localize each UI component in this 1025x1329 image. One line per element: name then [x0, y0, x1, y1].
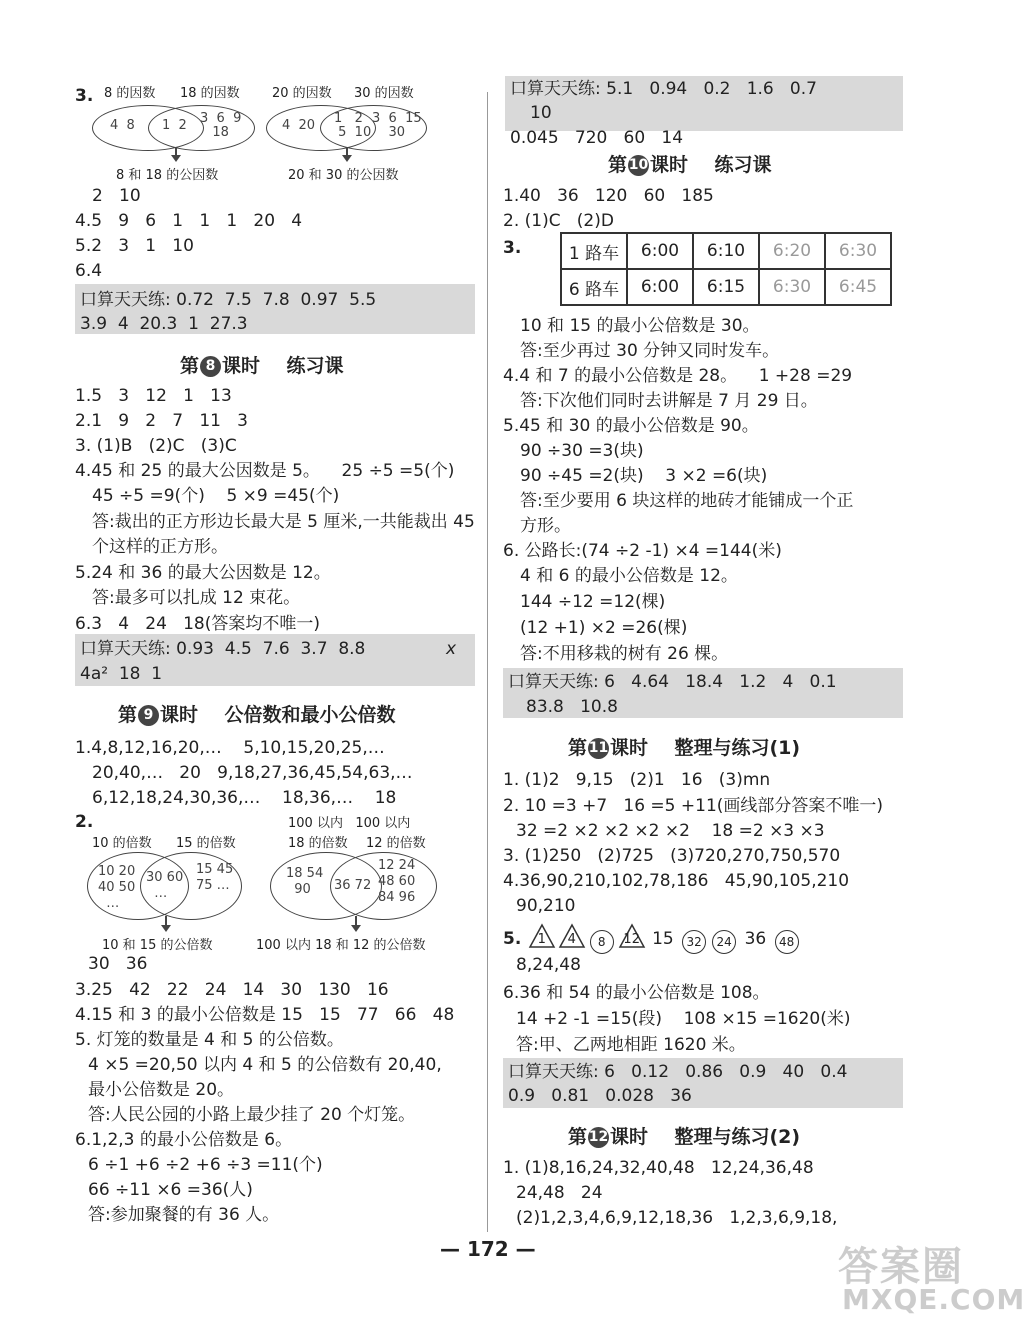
lesson9-q5-line4: 答:人民公园的小路上最少挂了 20 个灯笼。 [88, 1105, 416, 1125]
lesson10-q2: 2. (1)C (2)D [503, 211, 614, 231]
lesson10-q4-line2: 答:下次他们同时去讲解是 7 月 29 日。 [520, 391, 818, 411]
lesson10-q3-line1: 10 和 15 的最小公倍数是 30。 [520, 316, 760, 336]
oral-practice-0-a: 口算天天练: 5.1 0.94 0.2 1.6 0.7 [510, 79, 817, 99]
venn3-arrow [165, 916, 167, 930]
lesson9-q6-line2: 6 ÷1 +6 ÷2 +6 ÷3 =11(个) [88, 1155, 323, 1175]
lesson11-q3: 3. (1)250 (2)725 (3)720,270,750,570 [503, 846, 841, 866]
lesson12-q1-line2: 24,48 24 [516, 1183, 603, 1203]
oral-practice-1-b: 3.9 4 20.3 1 27.3 [80, 314, 248, 334]
lesson12-q1-line3: (2)1,2,3,4,6,9,12,18,36 1,2,3,6,9,18, [516, 1208, 838, 1228]
lesson-10-pre: 第 [608, 154, 628, 176]
lesson-8-title: 课时 练习课 [222, 355, 344, 377]
lesson11-q5 [503, 924, 802, 954]
lesson10-q5-line3: 90 ÷45 =2(块) 3 ×2 =6(块) [520, 466, 768, 486]
venn1-under: 8 和 18 的公因数 [116, 168, 219, 183]
lesson-8-number: 8 [200, 356, 221, 377]
lesson-9-title: 课时 公倍数和最小公倍数 [160, 704, 396, 726]
lesson-8-pre: 第 [180, 355, 200, 377]
lesson9-q5-line3: 最小公倍数是 20。 [88, 1080, 235, 1100]
lesson10-q5-line1: 5.45 和 30 的最小公倍数是 90。 [503, 416, 759, 436]
lesson9-q1-line3: 6,12,18,24,30,36,… 18,36,… 18 [92, 788, 397, 808]
lesson10-q5-line2: 90 ÷30 =3(块) [520, 441, 644, 461]
q3-label: 3. [75, 86, 94, 106]
venn2-label-a: 20 的因数 [272, 86, 332, 101]
venn1-a-values: 4 8 [110, 118, 135, 133]
lesson9-q5-line2: 4 ×5 =20,50 以内 4 和 5 的公倍数有 20,40, [88, 1055, 442, 1075]
venn2-arrow [346, 148, 348, 160]
venn1-label-a: 8 的因数 [104, 86, 156, 101]
lesson10-q3-line2: 答:至少再过 30 分钟又同时发车。 [520, 341, 780, 361]
lesson12-q1-line1: 1. (1)8,16,24,32,40,48 12,24,36,48 [503, 1158, 814, 1178]
plain-value: 15 [652, 929, 674, 949]
lesson9-q6-line3: 66 ÷11 ×6 =36(人) [88, 1180, 253, 1200]
lesson-11-heading [568, 733, 800, 760]
lesson9-q6-line4: 答:参加聚餐的有 36 人。 [88, 1205, 280, 1225]
lesson-11-number: 11 [588, 738, 609, 759]
lesson-12-heading [568, 1122, 800, 1149]
venn4-label-a: 18 的倍数 [288, 836, 348, 851]
lesson10-q5-line4: 答:至少要用 6 块这样的地砖才能铺成一个正 [520, 491, 854, 511]
lesson-8-heading [180, 351, 343, 378]
triangle-shape [559, 924, 585, 948]
lesson8-q4-line4: 个这样的正方形。 [92, 537, 228, 557]
table-cell: 6:45 [825, 269, 891, 305]
answer-5: 5.2 3 1 10 [75, 236, 194, 256]
lesson11-q5-line2: 8,24,48 [516, 955, 581, 975]
lesson8-q4-line2: 45 ÷5 =9(个) 5 ×9 =45(个) [92, 486, 340, 506]
lesson-11-pre: 第 [568, 737, 588, 759]
lesson10-q5-line5: 方形。 [520, 516, 571, 536]
lesson11-q4-line1: 4.36,90,210,102,78,186 45,90,105,210 [503, 871, 850, 891]
lesson-10-heading [608, 150, 771, 177]
lesson-9-heading [118, 700, 395, 727]
oral-practice-3-b: 83.8 10.8 [526, 697, 618, 717]
triangle-shape [619, 924, 645, 948]
lesson9-q5-line1: 5. 灯笼的数量是 4 和 5 的公倍数。 [75, 1030, 344, 1050]
table-cell: 1 路车 [561, 233, 627, 269]
triangle-value: 1 [537, 932, 546, 947]
answer-6: 6.4 [75, 261, 103, 281]
lesson8-q2: 2.1 9 2 7 11 3 [75, 411, 248, 431]
venn4-under: 100 以内 18 和 12 的公倍数 [256, 938, 426, 953]
lesson9-q1-line2: 20,40,… 20 9,18,27,36,45,54,63,… [92, 763, 413, 783]
venn2-label-b: 30 的因数 [354, 86, 414, 101]
page-number: — 172 — [440, 1237, 536, 1261]
oral-practice-0-b: 10 [530, 103, 552, 123]
table-cell: 6:20 [759, 233, 825, 269]
oral-practice-0-c: 0.045 720 60 14 [510, 128, 684, 148]
table-cell: 6:00 [627, 269, 693, 305]
lesson11-q2-line1: 2. 10 =3 +7 16 =5 +11(画线部分答案不唯一) [503, 796, 884, 816]
oral-practice-2-x: x [446, 639, 457, 659]
lesson9-q3: 3.25 42 22 24 14 30 130 16 [75, 980, 389, 1000]
lesson11-q2-line2: 32 =2 ×2 ×2 ×2 ×2 18 =2 ×3 ×3 [516, 821, 825, 841]
venn1-mid-values: 1 2 [162, 118, 187, 133]
table-cell: 6:00 [627, 233, 693, 269]
venn1-label-b: 18 的因数 [180, 86, 240, 101]
oral-practice-4-b: 0.9 0.81 0.028 36 [508, 1086, 692, 1106]
oral-practice-2-a: 口算天天练: 0.93 4.5 7.6 3.7 8.8 [80, 639, 366, 659]
venn3-label-b: 15 的倍数 [176, 836, 236, 851]
answer-4: 4.5 9 6 1 1 1 20 4 [75, 211, 303, 231]
lesson10-q4-line1: 4.4 和 7 的最小公倍数是 28。 1 +28 =29 [503, 366, 853, 386]
venn4-arrow [355, 916, 357, 930]
circle-shape: 8 [590, 930, 614, 954]
table-cell: 6:30 [759, 269, 825, 305]
lesson-10-title: 课时 练习课 [650, 154, 772, 176]
lesson8-q4-line1: 4.45 和 25 的最大公因数是 5。 25 ÷5 =5(个) [75, 461, 455, 481]
lesson9-q2-label: 2. [75, 812, 94, 832]
table-cell: 6:10 [693, 233, 759, 269]
circle-shape: 24 [712, 930, 736, 954]
lesson11-q4-line2: 90,210 [516, 896, 576, 916]
lesson8-q6: 6.3 4 24 18(答案均不唯一) [75, 614, 321, 634]
oral-practice-3-a: 口算天天练: 6 4.64 18.4 1.2 4 0.1 [508, 672, 837, 692]
lesson-9-pre: 第 [118, 704, 138, 726]
lesson11-q1: 1. (1)2 9,15 (2)1 16 (3)mn [503, 770, 771, 790]
table-cell: 6:30 [825, 233, 891, 269]
venn4-a-values: 18 54 90 [286, 866, 324, 897]
lesson10-q3-label: 3. [503, 238, 522, 258]
lesson-12-number: 12 [588, 1127, 609, 1148]
lesson-12-title: 课时 整理与练习(2) [610, 1126, 801, 1148]
lesson10-q6-line1: 6. 公路长:(74 ÷2 -1) ×4 =144(米) [503, 541, 782, 561]
venn4-label-top: 100 以内 100 以内 [288, 816, 411, 831]
circle-shape: 48 [775, 930, 799, 954]
venn3-a-values: 10 20 40 50 … [98, 864, 136, 911]
column-divider [487, 92, 488, 1232]
circle-shape: 32 [682, 930, 706, 954]
lesson8-q3: 3. (1)B (2)C (3)C [75, 436, 237, 456]
venn3-mid-values: 30 60 … [146, 870, 184, 901]
lesson8-q5-line2: 答:最多可以扎成 12 束花。 [92, 588, 301, 608]
triangle-value: 4 [567, 932, 576, 947]
table-row [561, 269, 891, 305]
venn4-b-values: 12 24 48 60 84 96 [378, 858, 416, 905]
table-row [561, 233, 891, 269]
venn2-a-values: 4 20 [282, 118, 316, 133]
lesson9-q6-line1: 6.1,2,3 的最小公倍数是 6。 [75, 1130, 293, 1150]
lesson10-q6-line4: (12 +1) ×2 =26(棵) [520, 618, 688, 638]
lesson11-q6-line3: 答:甲、乙两地相距 1620 米。 [516, 1035, 746, 1055]
watermark-logo: 答案圈 [838, 1244, 964, 1290]
plain-value: 36 [744, 929, 767, 949]
lesson9-q2-answer: 30 36 [88, 954, 148, 974]
oral-practice-4-a: 口算天天练: 6 0.12 0.86 0.9 40 0.4 [508, 1062, 848, 1082]
venn2-mid-values: 1 2 5 10 [334, 111, 372, 140]
lesson8-q4-line3: 答:裁出的正方形边长最大是 5 厘米,一共能裁出 45 [92, 512, 475, 532]
watermark-url: MXQE.COM [842, 1283, 1025, 1316]
lesson8-q5-line1: 5.24 和 36 的最大公因数是 12。 [75, 563, 331, 583]
oral-practice-2-b: 4a² 18 1 [80, 664, 163, 684]
lesson11-q6-line1: 6.36 和 54 的最小公倍数是 108。 [503, 983, 770, 1003]
venn3-label-a: 10 的倍数 [92, 836, 152, 851]
venn2-under: 20 和 30 的公因数 [288, 168, 399, 183]
venn1-arrow [175, 148, 177, 160]
triangle-shape [529, 924, 555, 948]
lesson9-q4: 4.15 和 3 的最小公倍数是 15 15 77 66 48 [75, 1005, 455, 1025]
lesson10-q6-line5: 答:不用移栽的树有 26 棵。 [520, 644, 729, 664]
venn2-b-values: 3 6 15 30 [372, 111, 422, 140]
answer-2-10: 2 10 [92, 186, 141, 206]
table-cell: 6:15 [693, 269, 759, 305]
lesson10-q6-line2: 4 和 6 的最小公倍数是 12。 [520, 566, 738, 586]
venn1-b-values: 3 6 9 18 [200, 111, 242, 140]
lesson-11-title: 课时 整理与练习(1) [610, 737, 801, 759]
venn3-b-values: 15 45 75 … [196, 862, 234, 893]
lesson-9-number: 9 [138, 705, 159, 726]
lesson10-q6-line3: 144 ÷12 =12(棵) [520, 592, 666, 612]
lesson-10-number: 10 [628, 155, 649, 176]
triangle-value: 12 [623, 932, 640, 947]
lesson11-q6-line2: 14 +2 -1 =15(段) 108 ×15 =1620(米) [516, 1009, 851, 1029]
lesson11-q5-label: 5. [503, 929, 522, 949]
venn4-label-b: 12 的倍数 [366, 836, 426, 851]
venn3-under: 10 和 15 的公倍数 [102, 938, 213, 953]
table-cell: 6 路车 [561, 269, 627, 305]
oral-practice-1-a: 口算天天练: 0.72 7.5 7.8 0.97 5.5 [80, 290, 377, 310]
lesson9-q1-line1: 1.4,8,12,16,20,… 5,10,15,20,25,… [75, 738, 385, 758]
lesson10-q1: 1.40 36 120 60 185 [503, 186, 714, 206]
bus-schedule-table [560, 232, 892, 306]
venn4-mid-values: 36 72 [334, 878, 372, 893]
lesson8-q1: 1.5 3 12 1 13 [75, 386, 232, 406]
lesson-12-pre: 第 [568, 1126, 588, 1148]
